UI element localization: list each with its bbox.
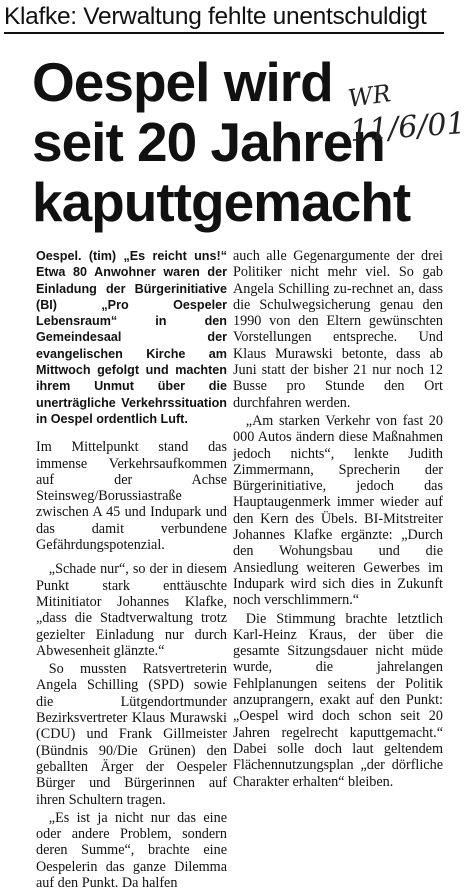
article-paragraph: „Am starken Verkehr von fast 20 000 Autos ändern diese Maßnahmen jedoch nichts“, lenkte Judith Zimmermann, Sprecherin der Bürgerinitiative, jedoch das Hauptaugenmerk immer wieder auf den Kern des Übels. BI-Mitstreiter Johannes Klafke ergänzte: „Durch den Wohungsbau und die Ansiedlung weiteren Gewerbes im Indupark wird sich dies in Zukunft noch verschlimmern.“ — [233, 412, 443, 609]
handwritten-source-note: WR — [346, 79, 393, 113]
headline-line-1: Oespel wird — [32, 51, 333, 113]
article-column-left — [36, 248, 227, 893]
article-column-right — [233, 248, 443, 792]
handwritten-date-note: 11/6/01 — [348, 106, 467, 149]
headline-line-2: seit 20 Jahren — [32, 111, 385, 173]
headline-line-3: kaputtgemacht — [32, 171, 411, 233]
article-paragraph: Die Stimmung brachte letztlich Karl-Heinz Kraus, der über die gesamte Sitzungsdauer nicht müde wurde, die jahrelangen Fehlplanungen seitens der Politik anzuprangern, exakt auf den Punkt: „Oespel wird doch schon seit 20 Jahren regelrecht kaputtgemacht.“ Dabei solle doch laut geltendem Flächennutzungsplan „der dörfliche Charakter erhalten“ bleiben. — [233, 610, 443, 790]
article-paragraph: So mussten Ratsvertreterin Angela Schilling (SPD) sowie die Lütgendortmunder Bezirksvertreter Klaus Murawski (CDU) und Frank Gillmeister (Bündnis 90/Die Grünen) den geballten Ärger der Oespeler Bürger und Bürgerinnen auf ihren Schultern tragen. — [36, 661, 227, 808]
article-paragraph: auch alle Gegenargumente der drei Politiker nicht mehr viel. So gab Angela Schilling zu-rechnet an, dass die Schulwegsicherung genau den 1990 von den Eltern gewünschten Vorstellungen entspreche. Und Klaus Murawski betonte, dass ab Juni statt der bisher 21 nur noch 12 Busse pro Stunde den Ort durchfahren werden. — [233, 248, 443, 411]
kicker-line: Klafke: Verwaltung fehlte unentschuldigt — [4, 2, 444, 34]
article-paragraph: „Schade nur“, so der in diesem Punkt stark enttäuschte Mitinitiator Johannes Klafke, „dass die Stadtverwaltung trotz gezielter Einladung nur durch Abwesenheit glänzte.“ — [36, 561, 227, 659]
article-paragraph: Im Mittelpunkt stand das immense Verkehrsaufkommen auf der Achse Steinsweg/Borussiastraße zwischen A 45 und Indupark und das damit verbundene Gefährdungspotenzial. — [36, 439, 227, 554]
article-paragraph: „Es ist ja nicht nur das eine oder andere Problem, sondern deren Summe“, brachte eine Oespelerin das ganze Dilemma auf den Punkt. Da halfen — [36, 809, 227, 891]
article-lead: Oespel. (tim) „Es reicht uns!“ Etwa 80 Anwohner waren der Einladung der Bürgerinitiative (BI) „Pro Oespeler Lebensraum“ in den Gemeindesaal der evangelischen Kirche am Mittwoch gefolgt und machten ihrem Unmut über die unerträgliche Verkehrssituation in Oespel ordentlich Luft. — [36, 249, 227, 426]
